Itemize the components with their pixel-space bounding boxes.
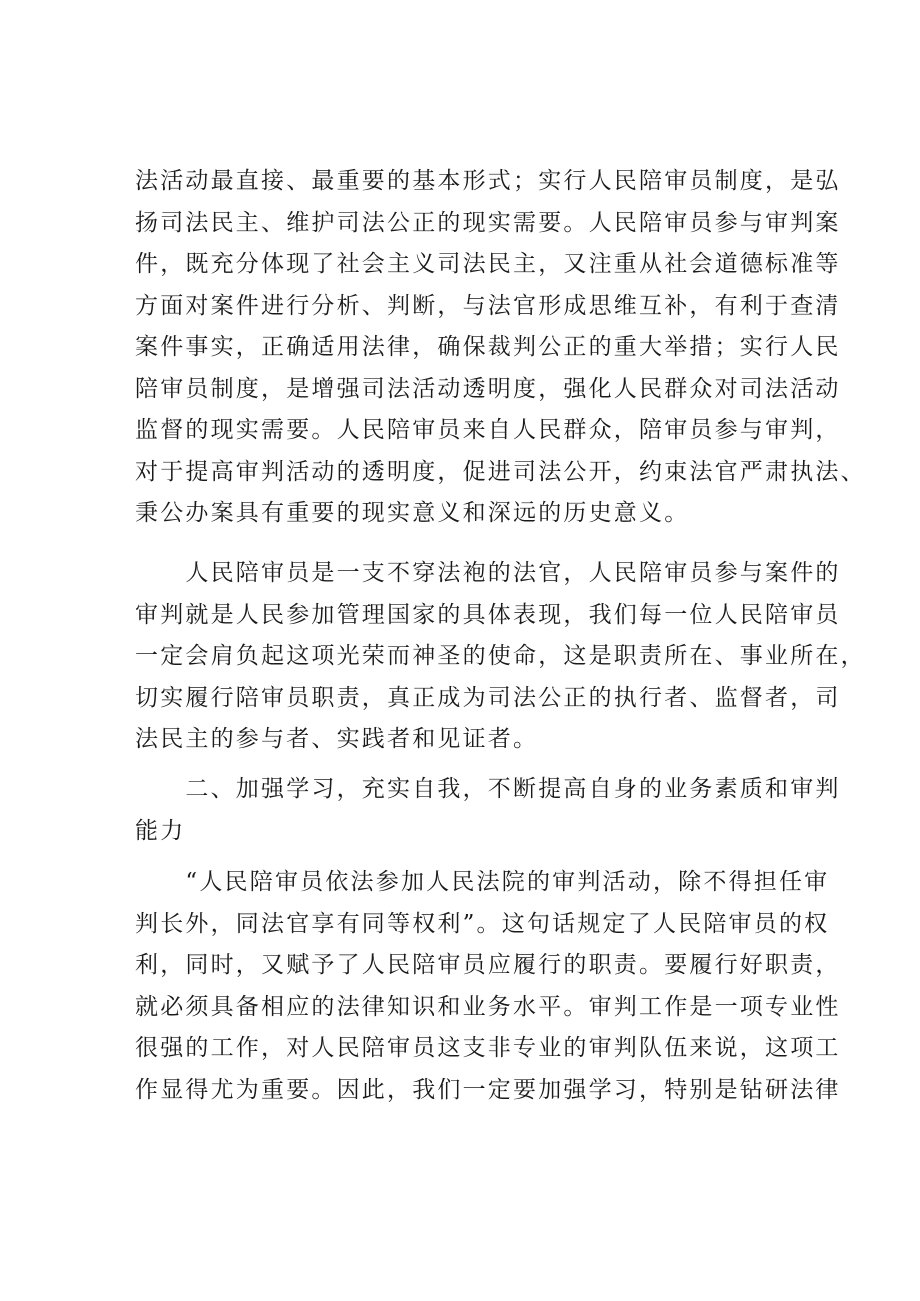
text-line: 法民主的参与者、实践者和见证者。 bbox=[135, 726, 539, 752]
text-line: “人民陪审员依法参加人民法院的审判活动，除不得担任审 bbox=[135, 869, 830, 895]
text-line: 对于提高审判活动的透明度，促进司法公开，约束法官严肃执法、 bbox=[135, 458, 866, 485]
section-heading-2 bbox=[135, 769, 841, 852]
text-line: 作显得尤为重要。因此，我们一定要加强学习，特别是钻研法律 bbox=[135, 1076, 841, 1103]
paragraph-jury-system-significance bbox=[135, 161, 866, 535]
text-line: 法活动最直接、最重要的基本形式；实行人民陪审员制度，是弘 bbox=[135, 168, 841, 194]
text-line: 方面对案件进行分析、判断，与法官形成思维互补，有利于查清 bbox=[135, 292, 841, 319]
text-line: 审判就是人民参加管理国家的具体表现，我们每一位人民陪审员 bbox=[135, 601, 841, 628]
text-line: 秉公办案具有重要的现实意义和深远的历史意义。 bbox=[135, 500, 690, 526]
text-line: 件，既充分体现了社会主义司法民主，又注重从社会道德标准等 bbox=[135, 251, 841, 277]
text-line: 人民陪审员是一支不穿法袍的法官，人民陪审员参与案件的 bbox=[135, 560, 841, 586]
paragraph-study-duty bbox=[135, 862, 841, 1111]
heading-line: 能力 bbox=[135, 817, 186, 844]
text-line: 一定会肩负起这项光荣而神圣的使命，这是职责所在、事业所在， bbox=[135, 643, 866, 669]
text-line: 就必须具备相应的法律知识和业务水平。审判工作是一项专业性 bbox=[135, 993, 841, 1020]
heading-line: 二、加强学习，充实自我，不断提高自身的业务素质和审判 bbox=[135, 776, 841, 802]
text-line: 很强的工作，对人民陪审员这支非专业的审判队伍来说，这项工 bbox=[135, 1035, 841, 1061]
paragraph-juror-mission bbox=[135, 553, 866, 761]
text-line: 监督的现实需要。人民陪审员来自人民群众，陪审员参与审判， bbox=[135, 417, 841, 443]
text-line: 切实履行陪审员职责，真正成为司法公正的执行者、监督者，司 bbox=[135, 684, 841, 711]
text-line: 陪审员制度，是增强司法活动透明度，强化人民群众对司法活动 bbox=[135, 375, 841, 402]
text-line: 案件事实，正确适用法律，确保裁判公正的重大举措；实行人民 bbox=[135, 334, 841, 360]
text-line: 利，同时，又赋予了人民陪审员应履行的职责。要履行好职责， bbox=[135, 952, 841, 978]
text-line: 扬司法民主、维护司法公正的现实需要。人民陪审员参与审判案 bbox=[135, 209, 841, 236]
text-line: 判长外，同法官享有同等权利”。这句话规定了人民陪审员的权 bbox=[135, 910, 830, 937]
